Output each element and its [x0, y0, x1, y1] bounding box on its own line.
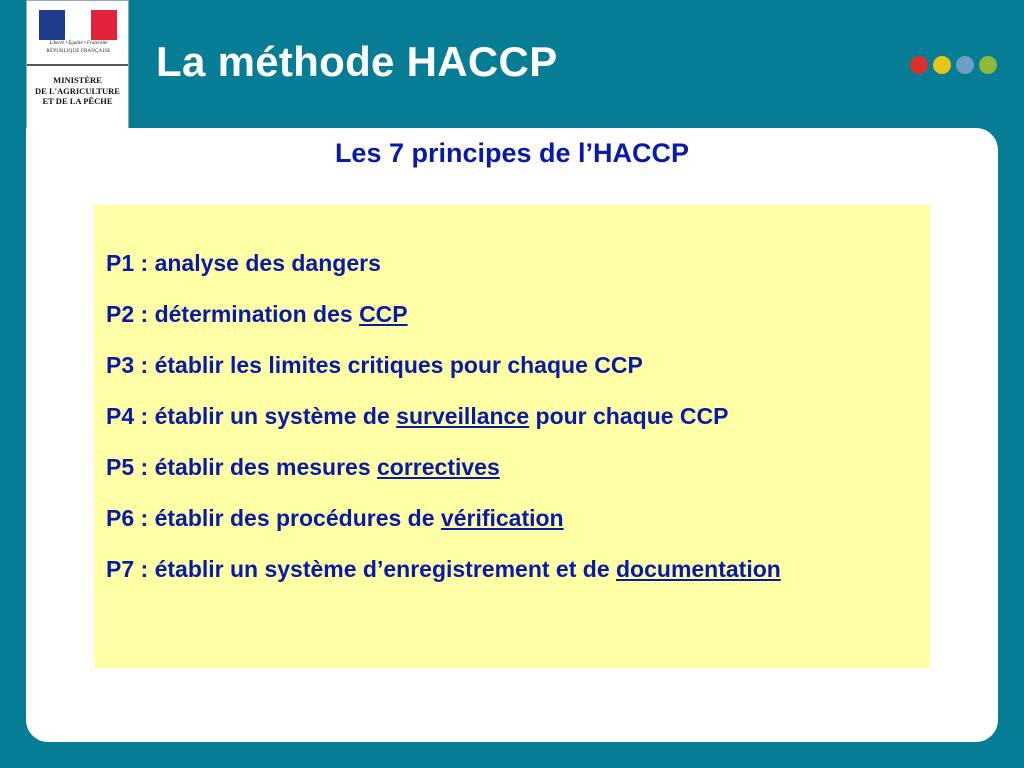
blue-dot-icon — [956, 56, 974, 74]
principle-text: P3 : établir les limites critiques pour chaque CCP — [106, 352, 643, 378]
marianne-flag-icon — [39, 10, 117, 40]
principle-text: P1 : analyse des dangers — [106, 250, 381, 276]
republic-logo — [27, 1, 129, 65]
principle-p7 — [106, 552, 906, 586]
ministry-logo — [26, 0, 129, 129]
red-dot-icon — [910, 56, 928, 74]
green-dot-icon — [979, 56, 997, 74]
principle-text-tail: pour chaque CCP — [529, 403, 729, 429]
principle-p3 — [106, 348, 906, 382]
ministry-line: DE L'AGRICULTURE — [35, 85, 120, 96]
principle-p5 — [106, 450, 906, 484]
principle-text: P4 : établir un système de — [106, 403, 397, 429]
principle-keyword-link[interactable]: vérification — [440, 505, 564, 531]
principle-text: P6 : établir des procédures de — [106, 505, 441, 531]
principle-text: P2 : détermination des — [106, 301, 360, 327]
ministry-line: ET DE LA PÊCHE — [42, 96, 113, 106]
principle-p1 — [106, 246, 906, 280]
principle-text: P5 : établir des mesures — [106, 454, 378, 480]
principle-keyword-link[interactable]: documentation — [616, 556, 781, 582]
principle-p4 — [106, 399, 906, 433]
yellow-dot-icon — [933, 56, 951, 74]
logo-republic: RÉPUBLIQUE FRANÇAISE — [46, 49, 111, 54]
principle-keyword-link[interactable]: surveillance — [396, 403, 530, 429]
logo-divider — [27, 64, 128, 66]
slide-title: La méthode HACCP — [156, 38, 558, 85]
principles-list — [106, 246, 906, 586]
principle-text: P7 : établir un système d’enregistrement et de — [106, 556, 616, 582]
slide-subtitle: Les 7 principes de l’HACCP — [334, 138, 690, 168]
ministry-line: MINISTÈRE — [53, 75, 102, 85]
principle-keyword-link[interactable]: CCP — [359, 301, 408, 327]
logo-motto: Liberté • Égalité • Fraternité — [49, 41, 108, 46]
principle-keyword-link[interactable]: correctives — [377, 454, 500, 480]
principle-p2 — [106, 297, 906, 331]
principle-p6 — [106, 501, 906, 535]
logo-ministry-name — [27, 75, 128, 107]
